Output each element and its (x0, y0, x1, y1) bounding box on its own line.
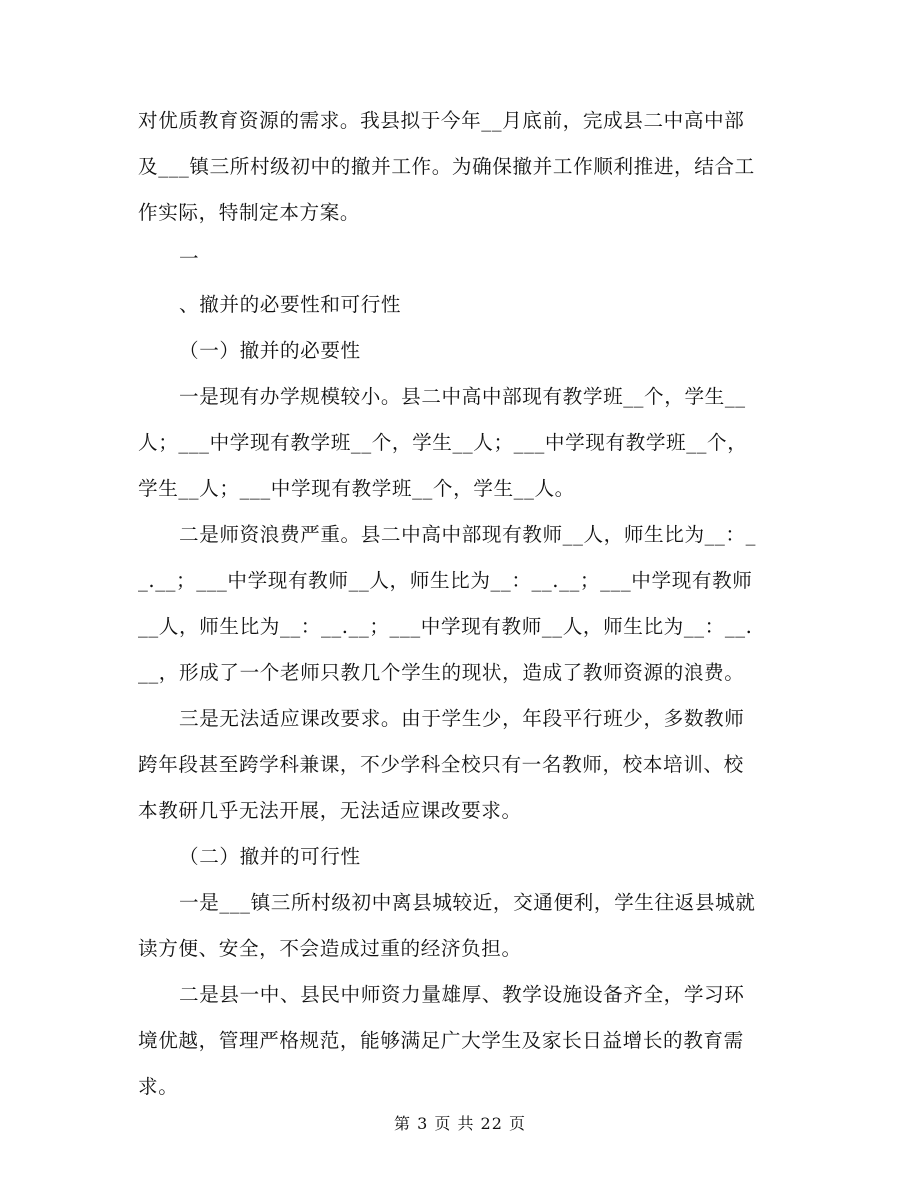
text-line: 一是___镇三所村级初中离县城较近，交通便利，学生往返县城就 (179, 891, 756, 914)
text-line: __人，师生比为__：__.__；___中学现有教师__人，师生比为__：__. (138, 615, 753, 638)
text-line: 境优越，管理严格规范，能够满足广大学生及家长日益增长的教育需 (138, 1029, 744, 1052)
text-line: 对优质教育资源的需求。我县拟于今年__月底前，完成县二中高中部 (138, 109, 745, 132)
text-line: __，形成了一个老师只教几个学生的现状，造成了教师资源的浪费。 (138, 661, 745, 684)
subsection-heading: （一）撤并的必要性 (179, 339, 361, 362)
text-line: _.__；___中学现有教师__人，师生比为__：__.__；___中学现有教师 (138, 569, 753, 592)
text-line: 二是县一中、县民中师资力量雄厚、教学设施设备齐全，学习环 (179, 983, 745, 1006)
text-line: 人；___中学现有教学班__个，学生__人；___中学现有教学班__个， (138, 431, 748, 454)
text-line: 三是无法适应课改要求。由于学生少，年段平行班少，多数教师 (179, 707, 745, 730)
document-body (138, 98, 782, 1110)
section-heading: 、撤并的必要性和可行性 (179, 293, 402, 316)
text-line: 一是现有办学规模较小。县二中高中部现有教学班__个，学生__ (179, 385, 746, 408)
subsection-heading: （二）撤并的可行性 (179, 845, 361, 868)
page-number-footer: 第 3 页 共 22 页 (394, 1114, 526, 1133)
text-line: 及___镇三所村级初中的撤并工作。为确保撤并工作顺利推进，结合工 (138, 155, 755, 178)
text-line: 二是师资浪费严重。县二中高中部现有教师__人，师生比为__：_ (179, 523, 757, 546)
text-line: 学生__人；___中学现有教学班__个，学生__人。 (138, 477, 575, 500)
section-number: 一 (179, 247, 200, 270)
text-line: 读方便、安全，不会造成过重的经济负担。 (138, 937, 522, 960)
text-line: 求。 (138, 1075, 179, 1098)
text-line: 跨年段甚至跨学科兼课，不少学科全校只有一名教师，校本培训、校 (138, 753, 744, 776)
text-line: 本教研几乎无法开展，无法适应课改要求。 (138, 799, 522, 822)
text-line: 作实际，特制定本方案。 (138, 201, 361, 224)
